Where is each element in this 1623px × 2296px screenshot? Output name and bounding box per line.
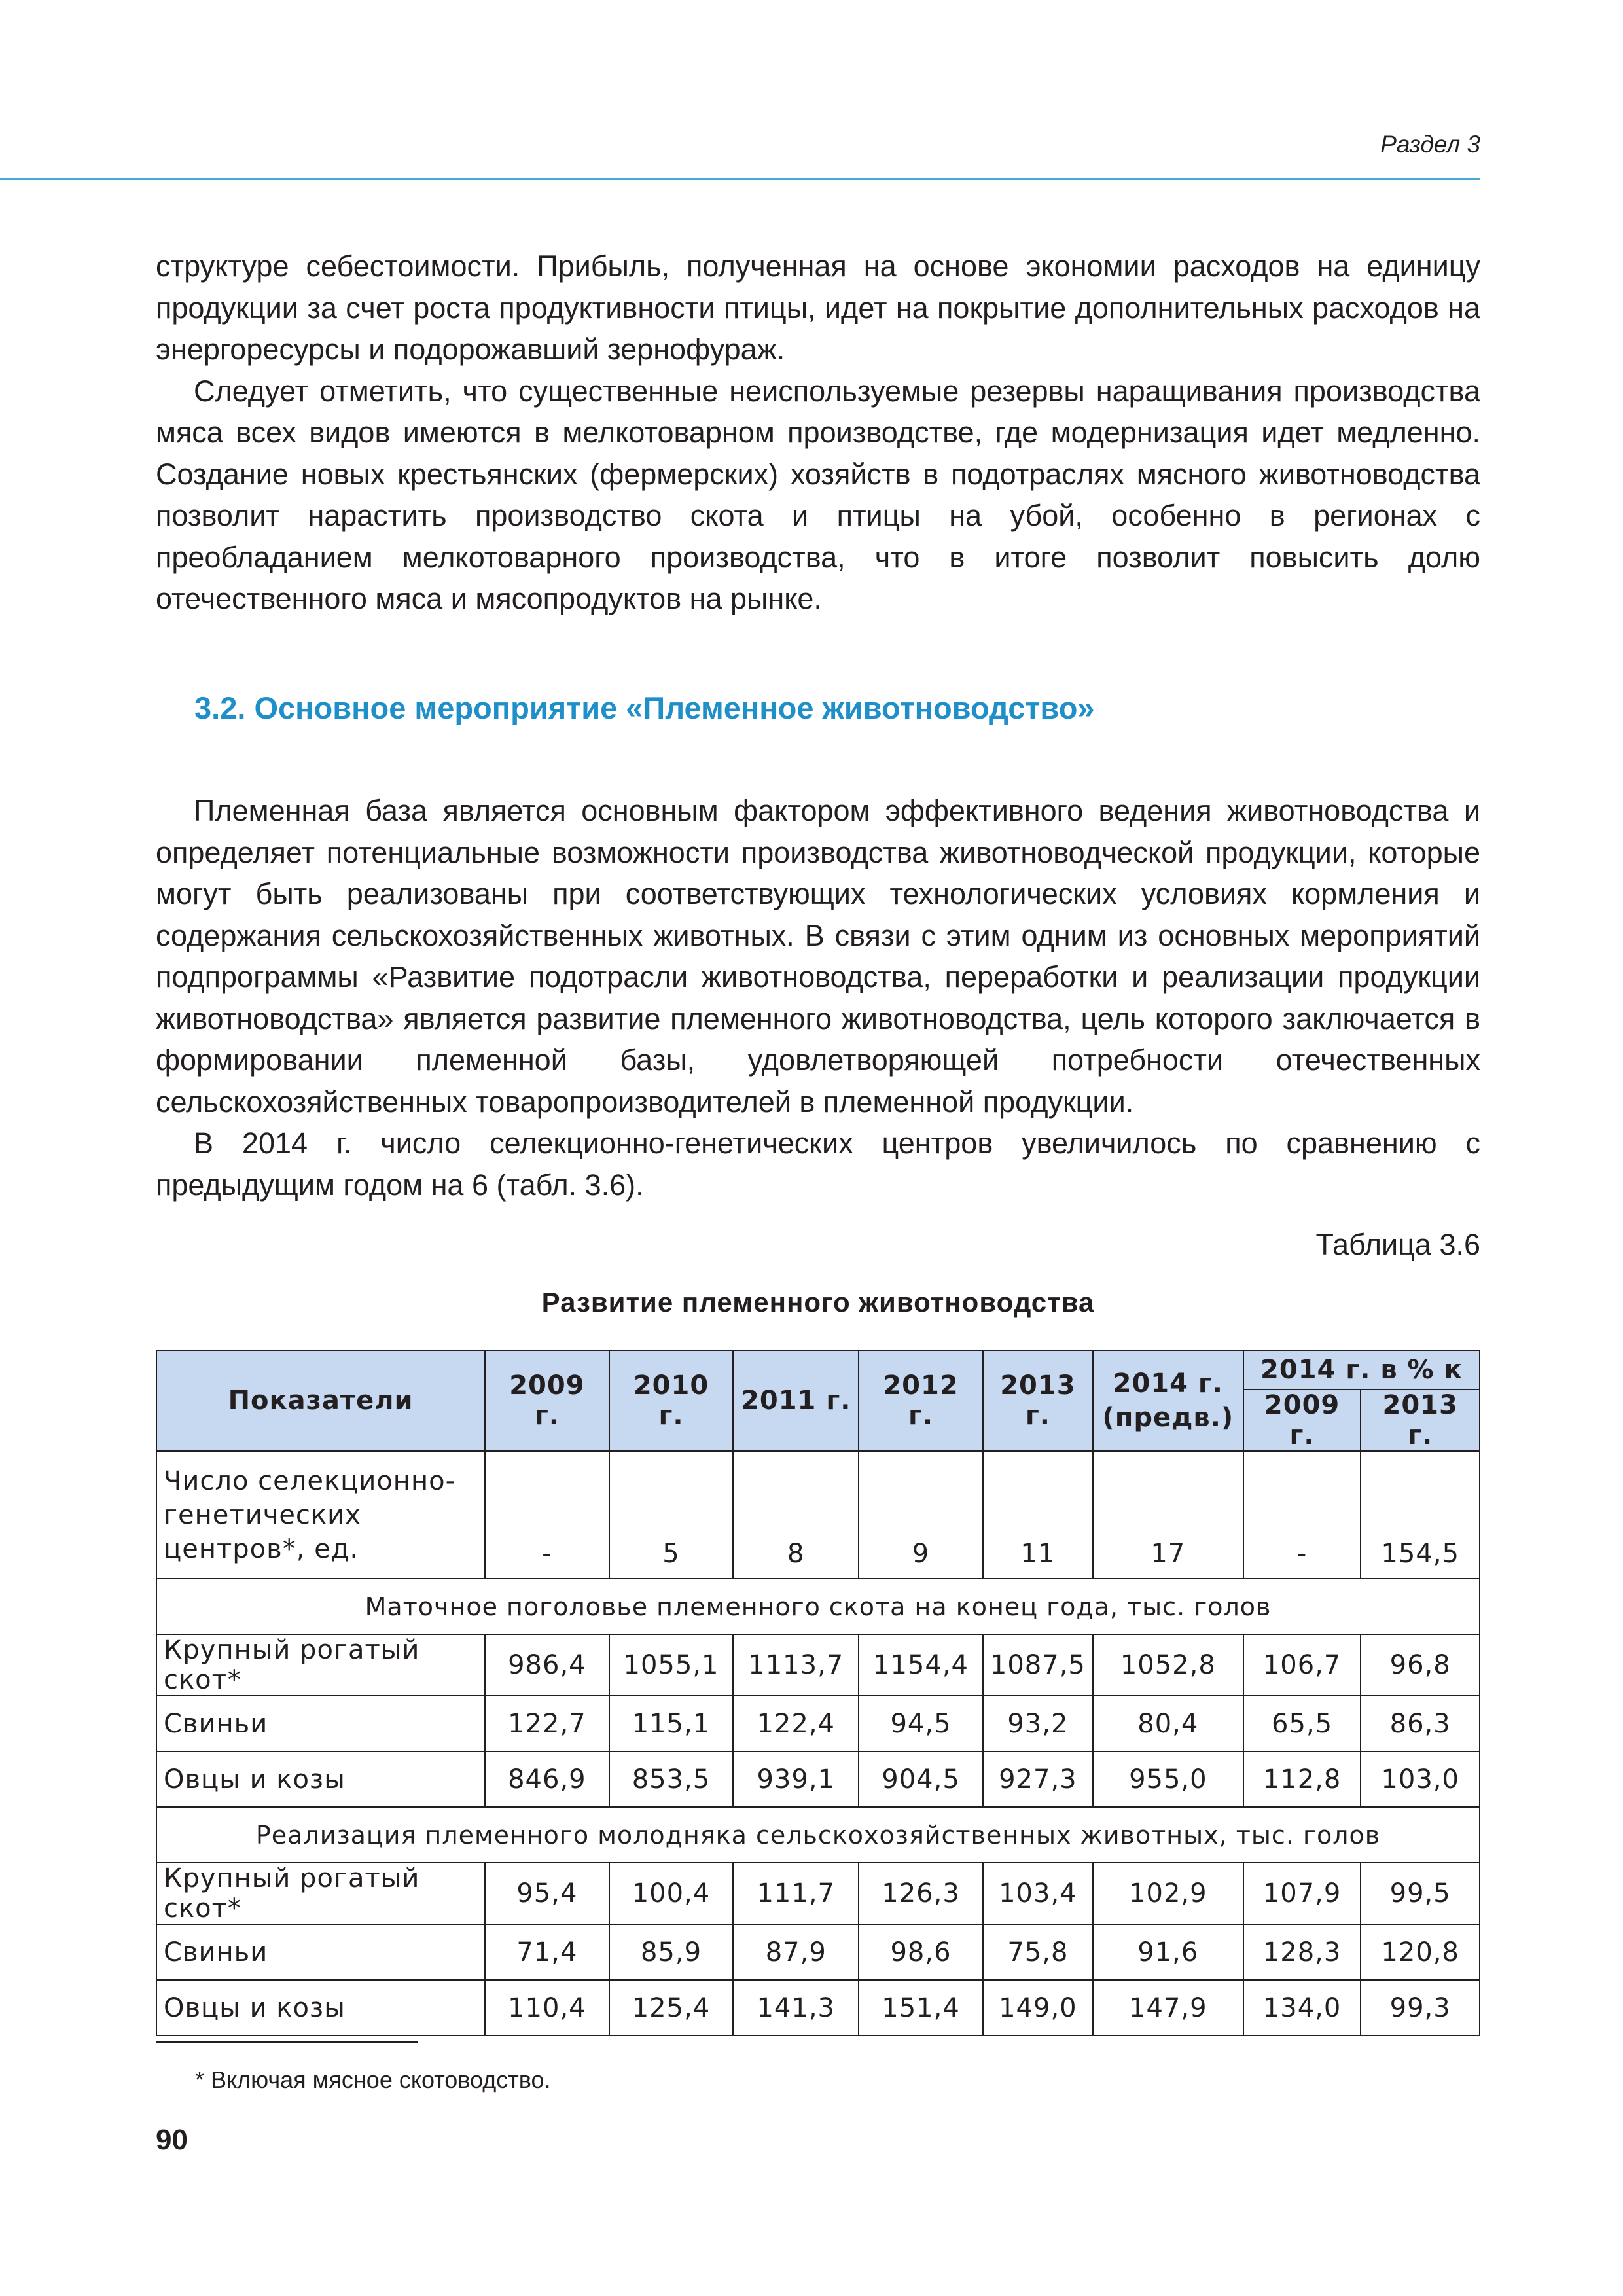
table-cell: 1113,7 [733, 1634, 859, 1696]
table-cell: 986,4 [485, 1634, 609, 1696]
table-cell: 134,0 [1243, 1980, 1361, 2036]
table-cell: - [1243, 1451, 1361, 1579]
table-cell: 149,0 [983, 1980, 1093, 2036]
table-cell: 96,8 [1361, 1634, 1480, 1696]
header-percent-2013: 2013 г. [1361, 1390, 1480, 1451]
table-cell: 115,1 [609, 1696, 734, 1751]
table-cell: 85,9 [609, 1924, 734, 1980]
table-cell: 111,7 [733, 1863, 859, 1924]
table-cell: 103,4 [983, 1863, 1093, 1924]
table-cell: 75,8 [983, 1924, 1093, 1980]
header-rule [0, 178, 1480, 180]
paragraph: Племенная база является основным фактором эффективного ведения животноводства и определяет потенциальные возможности производства животноводческой продукции, которые могут быть реализованы при соответствующих технологических условиях кормления и содержания сельскохозяйственных животных. В связи с этим одним из основных мероприятий подпрограммы «Развитие подотрасли животноводства, переработки и реализации продукции животноводства» является развитие племенного животноводства, цель которого заключается в формировании племенной базы, удовлетворяющей потребности отечественных сельскохозяйственных товаропроизводителей в племенной продукции. [156, 794, 1480, 1119]
table-cell: 141,3 [733, 1980, 859, 2036]
header-percent-2009: 2009 г. [1243, 1390, 1361, 1451]
header-year: 2011 г. [733, 1350, 859, 1451]
table-cell: 110,4 [485, 1980, 609, 2036]
breeding-table [156, 1350, 1480, 2036]
table-cell: 1055,1 [609, 1634, 734, 1696]
table-cell: 939,1 [733, 1751, 859, 1807]
table-row [156, 1751, 1480, 1807]
intro-text-block [156, 245, 1480, 620]
table-cell: 94,5 [859, 1696, 983, 1751]
table-cell: 927,3 [983, 1751, 1093, 1807]
table-section-row [156, 1579, 1480, 1634]
table-cell: - [485, 1451, 609, 1579]
page-number: 90 [156, 2124, 188, 2156]
paragraph: структуре себестоимости. Прибыль, полученная на основе экономии расходов на единицу продукции за счет роста продуктивности птицы, идет на покрытие дополнительных расходов на энергоресурсы и подорожавший зернофураж. [156, 249, 1480, 366]
table-cell: 11 [983, 1451, 1093, 1579]
table-cell: 126,3 [859, 1863, 983, 1924]
body-text-block [156, 790, 1480, 1206]
table-section-row [156, 1807, 1480, 1863]
table-cell: 99,5 [1361, 1863, 1480, 1924]
table-cell: 112,8 [1243, 1751, 1361, 1807]
table-cell: 122,7 [485, 1696, 609, 1751]
table-cell: 100,4 [609, 1863, 734, 1924]
row-label: Овцы и козы [156, 1751, 485, 1807]
footnote-divider [156, 2041, 418, 2043]
table-row [156, 1924, 1480, 1980]
table-cell: 120,8 [1361, 1924, 1480, 1980]
table-cell: 93,2 [983, 1696, 1093, 1751]
table-cell: 128,3 [1243, 1924, 1361, 1980]
header-percent-group: 2014 г. в % к [1243, 1350, 1480, 1390]
header-year-preliminary: 2014 г. (предв.) [1093, 1350, 1243, 1451]
table-cell: 91,6 [1093, 1924, 1243, 1980]
table-cell: 5 [609, 1451, 734, 1579]
table-cell: 99,3 [1361, 1980, 1480, 2036]
table-cell: 125,4 [609, 1980, 734, 2036]
table-section-title: Маточное поголовье племенного скота на конец года, тыс. голов [156, 1579, 1480, 1634]
table-cell: 1052,8 [1093, 1634, 1243, 1696]
table-cell: 846,9 [485, 1751, 609, 1807]
table-cell: 8 [733, 1451, 859, 1579]
table-cell: 955,0 [1093, 1751, 1243, 1807]
table-cell: 122,4 [733, 1696, 859, 1751]
table-title: Развитие племенного животноводства [541, 1287, 1095, 1318]
table-row [156, 1634, 1480, 1696]
table-cell: 87,9 [733, 1924, 859, 1980]
row-label: Крупный рогатый скот* [156, 1863, 485, 1924]
footnote: * Включая мясное скотоводство. [195, 2066, 551, 2093]
table-cell: 102,9 [1093, 1863, 1243, 1924]
table-cell: 17 [1093, 1451, 1243, 1579]
table-cell: 853,5 [609, 1751, 734, 1807]
table-section-title: Реализация племенного молодняка сельскохозяйственных животных, тыс. голов [156, 1807, 1480, 1863]
table-cell: 154,5 [1361, 1451, 1480, 1579]
section-label: Раздел 3 [1380, 131, 1480, 158]
paragraph: Следует отметить, что существенные неиспользуемые резервы наращивания производства мяса всех видов имеются в мелкотоварном производстве, где модернизация идет медленно. Создание новых крестьянских (фермерских) хозяйств в подотраслях мясного животноводства позволит нарастить производство скота и птицы на убой, особенно в регионах с преобладанием мелкотоварного производства, что в итоге позволит повысить долю отечественного мяса и мясопродуктов на рынке. [156, 374, 1480, 615]
table-cell: 103,0 [1361, 1751, 1480, 1807]
table-cell: 1087,5 [983, 1634, 1093, 1696]
header-year: 2009 г. [485, 1350, 609, 1451]
header-year: 2013 г. [983, 1350, 1093, 1451]
row-label: Число селекционно-генетических центров*, ед. [156, 1451, 485, 1579]
table-row [156, 1696, 1480, 1751]
table-cell: 65,5 [1243, 1696, 1361, 1751]
table-cell: 1154,4 [859, 1634, 983, 1696]
table-cell: 95,4 [485, 1863, 609, 1924]
row-label: Свиньи [156, 1696, 485, 1751]
table-cell: 9 [859, 1451, 983, 1579]
header-indicator: Показатели [156, 1350, 485, 1451]
paragraph: В 2014 г. число селекционно-генетических центров увеличилось по сравнению с предыдущим годом на 6 (табл. 3.6). [156, 1126, 1480, 1202]
table-row [156, 1980, 1480, 2036]
table-cell: 106,7 [1243, 1634, 1361, 1696]
table-row [156, 1863, 1480, 1924]
table-cell: 107,9 [1243, 1863, 1361, 1924]
table-number-label: Таблица 3.6 [1315, 1228, 1480, 1261]
table-cell: 71,4 [485, 1924, 609, 1980]
header-year: 2012 г. [859, 1350, 983, 1451]
table-cell: 904,5 [859, 1751, 983, 1807]
table-cell: 86,3 [1361, 1696, 1480, 1751]
header-year: 2010 г. [609, 1350, 734, 1451]
row-label: Крупный рогатый скот* [156, 1634, 485, 1696]
table-row [156, 1451, 1480, 1579]
section-heading: 3.2. Основное мероприятие «Племенное животноводство» [194, 691, 1095, 725]
row-label: Свиньи [156, 1924, 485, 1980]
table-cell: 98,6 [859, 1924, 983, 1980]
table-cell: 147,9 [1093, 1980, 1243, 2036]
row-label: Овцы и козы [156, 1980, 485, 2036]
table-cell: 80,4 [1093, 1696, 1243, 1751]
table-cell: 151,4 [859, 1980, 983, 2036]
